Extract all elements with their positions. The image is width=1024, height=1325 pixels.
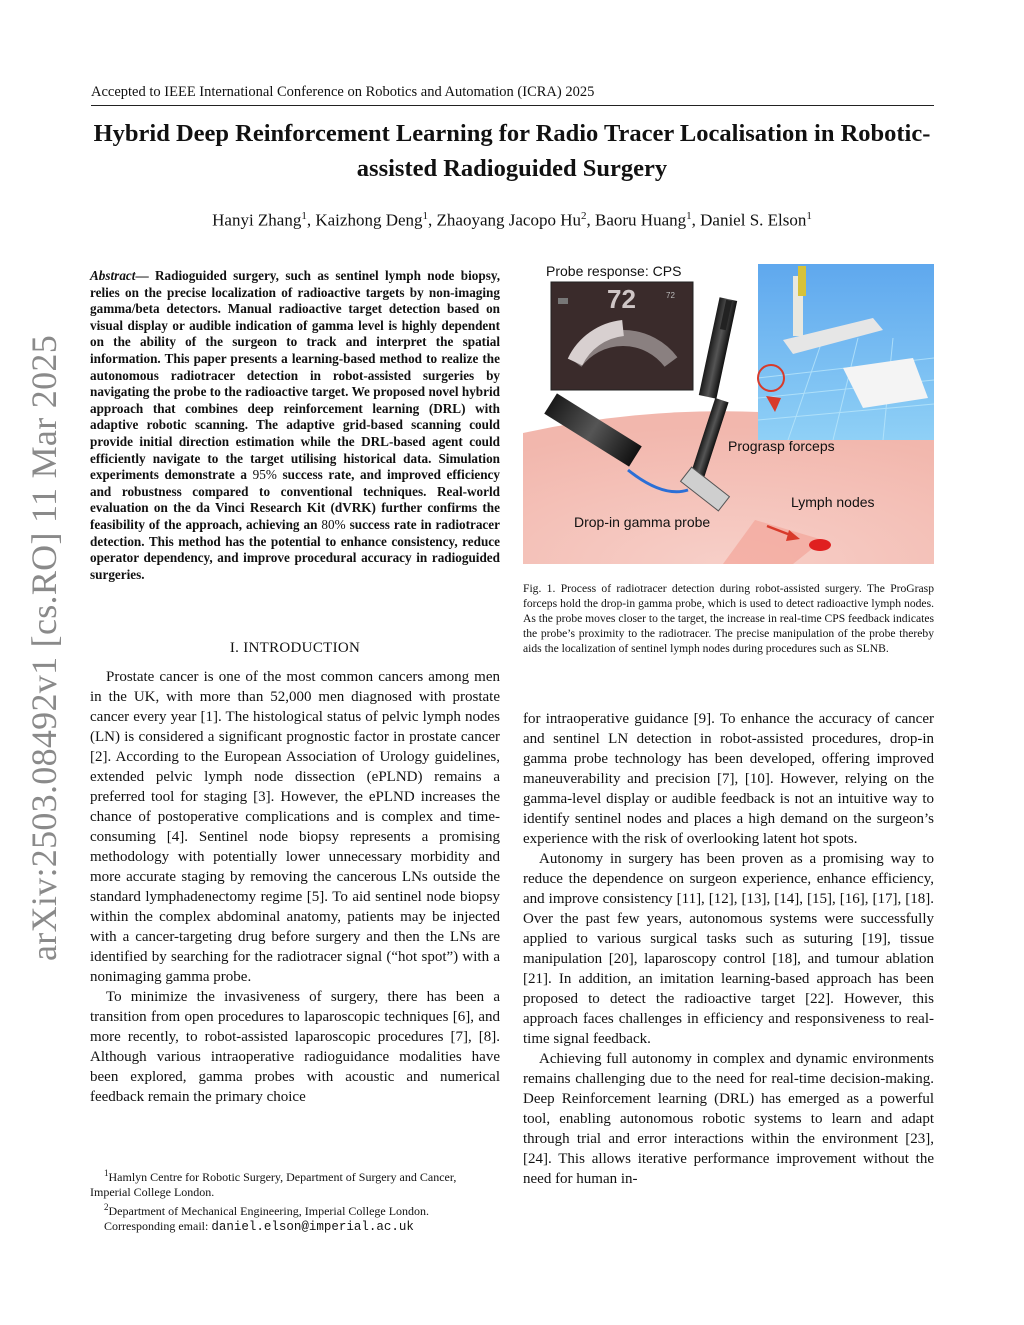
author-name: Hanyi Zhang: [212, 210, 302, 230]
footnote-1: $^1$Hamlyn Centre for Robotic Surgery, Department of Surgery and Cancer, Imperial College London.: [90, 1168, 457, 1199]
paragraph: Prostate cancer is one of the most common cancers among men in the UK, with more than 52,000 men diagnosed with prostate cancer every year [1]. The histological status of pelvic lymph nodes (LN) is considered a significant prognostic factor in prostate cancer [2]. According to the European Association of Urology guidelines, extended pelvic lymph node dissection (ePLND) remains a preferred tool for staging [3]. However, the ePLND increases the chance of postoperative complications and is complex and time-consuming [4]. Sentinel node biopsy represents a promising methodology with potentially lower unnecessary morbidity and more accurate staging by removing the cancerous LNs outside the standard lymphadenectomy regime [5]. To aid sentinel node biopsy within the complex abdominal anatomy, patients may be injected with a cancer-targeting drug before surgery and then the LNs are identified by searching for the radiotracer signal (“hot spot”) with a nonimaging gamma probe.: [90, 669, 500, 985]
prograsp-label: Prograsp forceps: [728, 438, 835, 454]
footnote-email: [90, 1219, 500, 1235]
abstract-text: success rate in radiotracer detection. This method has the potential to enhance consistency, reduce operator dependency, and improve procedural accuracy in radioguided surgeries.: [90, 516, 500, 582]
figure-1: [523, 258, 934, 564]
author-name: Baoru Huang: [595, 210, 687, 230]
footnote-2: $^2$Department of Mechanical Engineering, Imperial College London.: [104, 1202, 430, 1218]
abstract-label: Abstract: [90, 268, 136, 283]
section-heading-introduction: I. INTRODUCTION: [229, 640, 361, 656]
cps-value: 72: [607, 284, 636, 314]
lymph-label: Lymph nodes: [791, 494, 875, 510]
abstract: [90, 268, 500, 583]
paragraph: for intraoperative guidance [9]. To enhance the accuracy of cancer and sentinel LN detection in robot-assisted procedures, drop-in gamma probe technology has been developed, offering improved maneuverability and precision [7], [10]. However, relying on the gamma-level display or audible feedback is not an intuitive way to identify sentinel nodes and places a high demand on the surgeon’s experience with the risk of overlooking latent hot spots.: [523, 711, 934, 847]
author-affiliation: 1: [422, 210, 429, 222]
author-affiliation: 1: [686, 210, 692, 222]
right-column-body: [523, 709, 934, 1189]
email-address[interactable]: daniel.elson@imperial.ac.uk: [211, 1220, 414, 1234]
introduction-body: [90, 667, 500, 1107]
email-label: Corresponding email:: [104, 1219, 212, 1233]
paper-title: Hybrid Deep Reinforcement Learning for Radio Tracer Localisation in Robotic-assisted Radioguided Surgery: [93, 120, 931, 182]
paragraph: Autonomy in surgery has been proven as a promising way to reduce the dependence on surgeon experience, enhance efficiency, and improve consistency [11], [12], [13], [14], [15], [16], [17], [18]. Over the past few years, autonomous systems were successfully applied to various surgical tasks such as suturing [19], tissue manipulation [20], laparoscopy control [18], and tumour ablation [21]. In addition, an imitation learning-based approach has been proposed to detect the radioactive target [22]. However, this approach faces challenges in efficiency and responsiveness to real-time signal feedback.: [523, 851, 934, 1047]
simulation-view: [758, 264, 934, 440]
footnote-text: Department of Mechanical Engineering, Imperial College London.: [108, 1204, 430, 1218]
author-name: Zhaoyang Jacopo Hu: [436, 210, 581, 230]
author-affiliation: 2: [581, 210, 587, 222]
author-name: Daniel S. Elson: [700, 210, 807, 230]
paragraph: To minimize the invasiveness of surgery, there has been a transition from open procedures to laparoscopic techniques [6], and more recently, to robot-assisted laparoscopic procedures [7], [8]. Although various intraoperative radioguidance modalities have been explored, gamma probes with acoustic and numerical feedback remain the primary choice: [90, 989, 500, 1105]
conference-header: Accepted to IEEE International Conference on Robotics and Automation (ICRA) 2025: [91, 84, 934, 106]
abstract-number: 95%: [252, 467, 277, 483]
lymph-node: [809, 539, 831, 551]
paragraph: Achieving full autonomy in complex and dynamic environments remains challenging due to the need for real-time decision-making. Deep Reinforcement learning (DRL) has emerged as a powerful tool, enabling autonomous robotic systems to learn and adapt through trial and error interactions within the environment [23], [24]. This allows iterative performance improvement without the need for human in-: [523, 1051, 934, 1187]
arxiv-watermark: arXiv:2503.08492v1 [cs.RO] 11 Mar 2025: [24, 335, 64, 961]
footnotes: [90, 1166, 500, 1235]
footnote-text: Hamlyn Centre for Robotic Surgery, Department of Surgery and Cancer, Imperial College London.: [90, 1170, 457, 1199]
author-name: Kaizhong Deng: [315, 210, 423, 230]
figure-caption: Fig. 1. Process of radiotracer detection during robot-assisted surgery. The ProGrasp forceps hold the drop-in gamma probe, which is used to detect radioactive lymph nodes. As the probe moves closer to the target, the increase in real-time CPS feedback indicates the probe’s proximity to the radiotracer. The precise manipulation of the probe thereby aids the localization of sentinel lymph nodes during procedures such as SLNB.: [523, 582, 934, 655]
abstract-number: 80%: [321, 516, 346, 532]
abstract-text: success rate, and improved efficiency and robustness compared to conventional techniques. Real-world evaluation on the da Vinci Research Kit (dVRK) further confirms the feasibility of the approach, achieving an: [90, 467, 500, 532]
author-affiliation: 1: [806, 210, 812, 222]
cps-value-small: 72: [666, 291, 675, 300]
author-list: Hanyi Zhang$^1$, Kaizhong Deng$^1$, Zhaoyang Jacopo Hu$^2$, Baoru Huang$^1$, Daniel S. Elson$^1$: [212, 210, 812, 230]
abstract-text: Radioguided surgery, such as sentinel lymph node biopsy, relies on the precise localization of radioactive targets by non-imaging gamma/beta detectors. Manual radioactive target detection based on visual display or audible indication of gamma level is highly dependent on the ability of the surgeon to track and interpret the spatial information. This paper presents a learning-based method to realize the autonomous radiotracer detection in robot-assisted surgeries by navigating the probe to the radioactive target. We proposed novel hybrid approach that combines deep reinforcement learning (DRL) with adaptive robotic scanning. The adaptive grid-based scanning could provide initial direction estimation while the DRL-based agent could efficiently navigate to the target utilising historical data. Simulation experiments demonstrate a: [90, 268, 500, 483]
figure-1-illustration: [523, 258, 934, 564]
abstract-dash: —: [135, 268, 149, 283]
probe-response-label: Probe response: CPS: [546, 263, 682, 279]
author-affiliation: 1: [301, 210, 307, 222]
probe-label: Drop-in gamma probe: [574, 514, 711, 530]
